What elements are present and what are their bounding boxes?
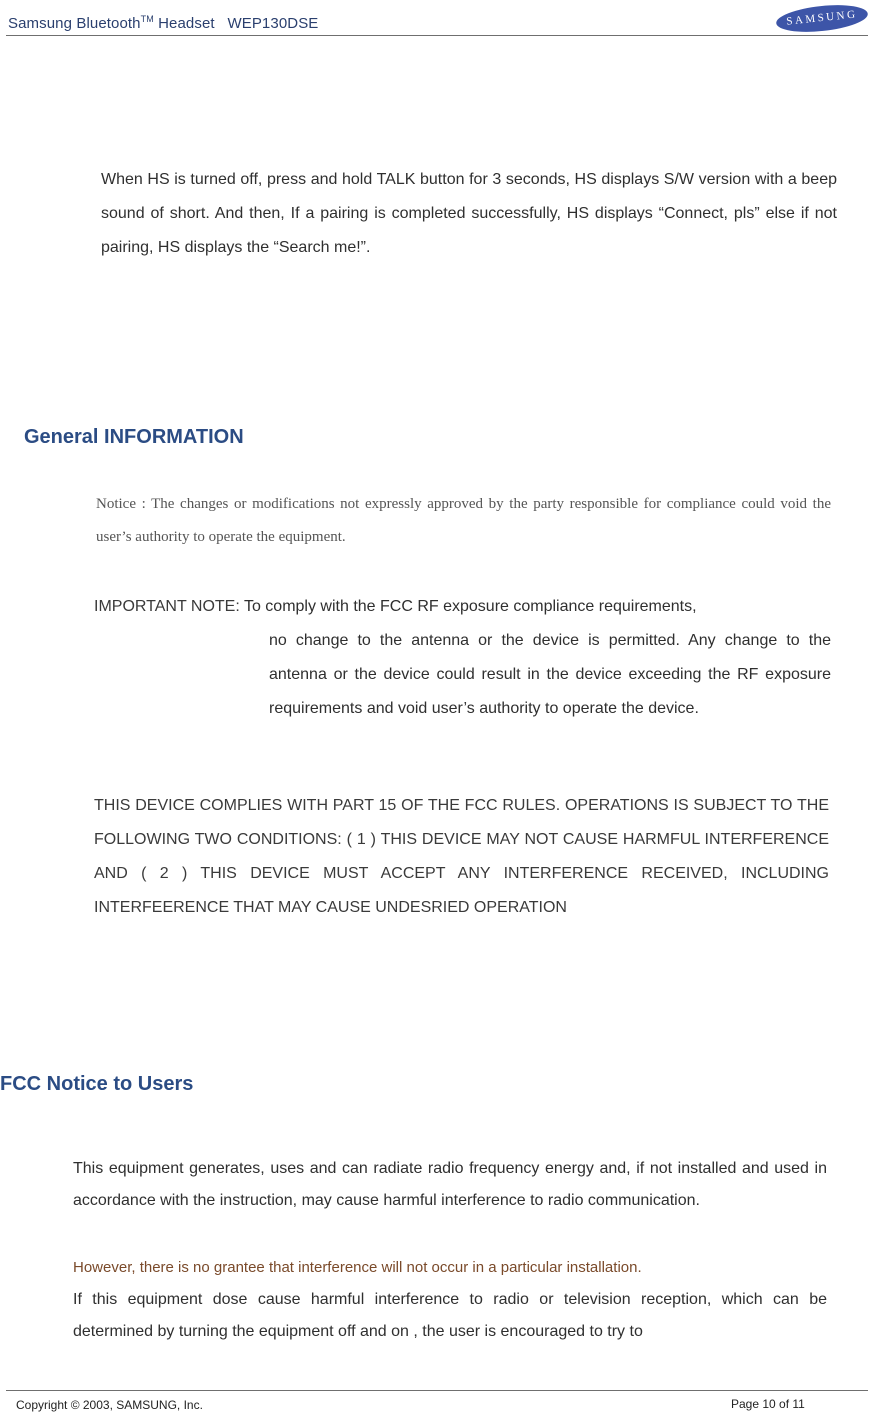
important-note-first-line: To comply with the FCC RF exposure compliance requirements, bbox=[243, 598, 697, 615]
header-title-prefix: Samsung Bluetooth bbox=[8, 15, 141, 32]
fcc-notice-heading: FCC Notice to Users bbox=[0, 1073, 194, 1095]
notice-paragraph: Notice : The changes or modifications not expressly approved by the party responsible for compliance could void the user’s authority to operate the equipment. bbox=[96, 496, 831, 545]
general-information-heading: General INFORMATION bbox=[24, 426, 244, 448]
footer-divider bbox=[6, 1390, 868, 1391]
equipment-paragraph: This equipment generates, uses and can radiate radio frequency energy and, if not installed and used in accordance with the instruction, may cause harmful interference to radio communication. bbox=[73, 1160, 827, 1209]
document-header-title bbox=[8, 14, 318, 32]
important-note-label: IMPORTANT NOTE: bbox=[94, 598, 244, 615]
samsung-logo: SAMSUNG bbox=[775, 1, 869, 35]
intro-paragraph: When HS is turned off, press and hold TALK button for 3 seconds, HS displays S/W version with a beep sound of short. And then, If a pairing is completed successfully, HS displays “Connect, pls” else if not pairing, HS displays the “Search me!”. bbox=[101, 171, 837, 256]
trademark-mark: TM bbox=[140, 14, 154, 24]
footer-copyright: Copyright © 2003, SAMSUNG, Inc. bbox=[16, 1398, 203, 1412]
header-title-suffix: Headset WEP130DSE bbox=[153, 15, 319, 32]
grantee-line: However, there is no grantee that interference will not occur in a particular installation. bbox=[73, 1259, 642, 1276]
important-note-body: no change to the antenna or the device is permitted. Any change to the antenna or the device could result in the device exceeding the RF exposure requirements and void user’s authority to operate the device. bbox=[269, 632, 831, 717]
header-divider bbox=[6, 35, 868, 36]
footer-page-number: Page 10 of 11 bbox=[731, 1397, 805, 1411]
important-note bbox=[94, 590, 831, 726]
fcc-compliance-statement: THIS DEVICE COMPLIES WITH PART 15 OF THE FCC RULES. OPERATIONS IS SUBJECT TO THE FOLLOWING TWO CONDITIONS: ( 1 ) THIS DEVICE MAY NOT CAUSE HARMFUL INTERFERENCE AND ( 2 ) THIS DEVICE MUST ACCEPT ANY INTERFERENCE RECEIVED, INCLUDING INTERFEERENCE THAT MAY CAUSE UNDESRIED OPERATION bbox=[94, 797, 829, 916]
interference-paragraph: If this equipment dose cause harmful interference to radio or television reception, which can be determined by turning the equipment off and on , the user is encouraged to try to bbox=[73, 1291, 827, 1340]
